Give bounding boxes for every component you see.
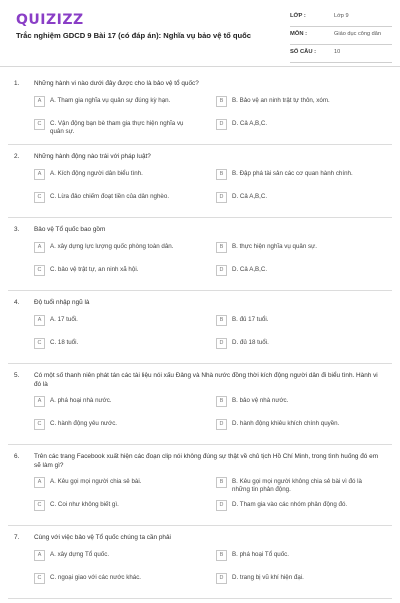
option-letter-box: B xyxy=(216,550,227,561)
option-text: A. Tham gia nghĩa vụ quân sự đúng kỳ hạn. xyxy=(50,97,171,104)
question-divider xyxy=(8,444,392,445)
option-text: A. xây dựng Tổ quốc. xyxy=(50,551,110,558)
answer-options xyxy=(0,311,400,357)
answer-option-b[interactable] xyxy=(216,165,381,183)
question-header xyxy=(0,530,400,546)
answer-row xyxy=(0,238,400,261)
option-text: D. Tham gia vào các nhóm phản động đó. xyxy=(232,501,348,508)
answer-options xyxy=(0,165,400,211)
option-text: C. ngoại giao với các nước khác. xyxy=(50,574,142,581)
question-3 xyxy=(0,222,400,291)
answer-option-b[interactable] xyxy=(216,392,381,410)
option-text: A. 17 tuổi. xyxy=(50,316,78,323)
question-7 xyxy=(0,530,400,599)
answer-options xyxy=(0,392,400,438)
answer-options xyxy=(0,238,400,284)
question-divider xyxy=(8,290,392,291)
option-letter-box: D xyxy=(216,119,227,130)
question-number: 1. xyxy=(14,80,20,87)
answer-option-a[interactable] xyxy=(34,311,199,329)
answer-option-b[interactable] xyxy=(216,311,381,329)
answer-option-d[interactable] xyxy=(216,496,381,514)
option-letter-box: B xyxy=(216,96,227,107)
question-text: Những hành động nào trái với pháp luật? xyxy=(34,153,151,160)
question-list xyxy=(0,76,400,603)
option-text: D. Cả A,B,C. xyxy=(232,193,268,200)
answer-option-d[interactable] xyxy=(216,188,381,206)
option-text: B. Đập phá tài sản các cơ quan hành chính. xyxy=(232,170,353,177)
answer-row xyxy=(0,415,400,438)
question-text: Bảo vệ Tổ quốc bao gồm xyxy=(34,226,106,233)
meta-label: SỐ CÂU : xyxy=(290,49,317,55)
answer-row xyxy=(0,569,400,592)
option-text: D. trang bị vũ khí hiện đại. xyxy=(232,574,304,581)
option-letter-box: A xyxy=(34,169,45,180)
option-letter-box: B xyxy=(216,242,227,253)
answer-options xyxy=(0,92,400,138)
option-text: B. đủ 17 tuổi. xyxy=(232,316,269,323)
option-letter-box: A xyxy=(34,477,45,488)
option-text: B. Bảo vệ an ninh trật tự thôn, xóm. xyxy=(232,97,330,104)
option-text: C. Vận động bạn bè tham gia thực hiện nghĩa vụ quân sự. xyxy=(50,120,184,135)
meta-label: MÔN : xyxy=(290,31,308,37)
meta-row-count xyxy=(290,45,392,63)
option-letter-box: B xyxy=(216,315,227,326)
option-letter-box: D xyxy=(216,192,227,203)
question-header xyxy=(0,76,400,92)
answer-option-a[interactable] xyxy=(34,546,199,564)
answer-option-c[interactable] xyxy=(34,188,199,206)
question-number: 5. xyxy=(14,372,20,379)
question-header xyxy=(0,368,400,392)
option-letter-box: C xyxy=(34,265,45,276)
option-letter-box: C xyxy=(34,119,45,130)
option-text: A. Kêu gọi mọi người chia sẻ bài. xyxy=(50,478,142,485)
answer-option-b[interactable] xyxy=(216,92,381,110)
option-text: D. đủ 18 tuổi. xyxy=(232,339,269,346)
question-header xyxy=(0,295,400,311)
question-divider xyxy=(8,363,392,364)
option-letter-box: D xyxy=(216,338,227,349)
answer-option-c[interactable] xyxy=(34,569,199,587)
answer-option-d[interactable] xyxy=(216,415,381,433)
option-letter-box: C xyxy=(34,192,45,203)
question-number: 6. xyxy=(14,453,20,460)
option-text: B. bảo vệ nhà nước. xyxy=(232,397,289,404)
answer-option-d[interactable] xyxy=(216,569,381,587)
answer-row xyxy=(0,496,400,519)
question-4 xyxy=(0,295,400,364)
worksheet-meta xyxy=(290,9,400,63)
answer-option-a[interactable] xyxy=(34,92,199,110)
option-letter-box: A xyxy=(34,315,45,326)
option-letter-box: A xyxy=(34,242,45,253)
question-text: Có một số thanh niên phát tán các tài liệu nói xấu Đảng và Nhà nước đồng thời kích động người dân đi biểu tình. Hành vi đó là xyxy=(34,372,378,388)
option-text: A. phá hoại nhà nước. xyxy=(50,397,112,404)
answer-row xyxy=(0,311,400,334)
option-letter-box: D xyxy=(216,265,227,276)
option-letter-box: A xyxy=(34,550,45,561)
answer-option-a[interactable] xyxy=(34,473,199,491)
answer-option-d[interactable] xyxy=(216,334,381,352)
question-header xyxy=(0,449,400,473)
option-letter-box: B xyxy=(216,477,227,488)
question-5 xyxy=(0,368,400,445)
option-text: B. Kêu gọi mọi người không chia sẻ bài vì đó là những tin phản động. xyxy=(232,478,362,493)
option-letter-box: A xyxy=(34,396,45,407)
question-number: 2. xyxy=(14,153,20,160)
option-letter-box: C xyxy=(34,573,45,584)
meta-label: LỚP : xyxy=(290,13,306,19)
question-number: 3. xyxy=(14,226,20,233)
option-text: C. 18 tuổi. xyxy=(50,339,79,346)
answer-row xyxy=(0,188,400,211)
question-text: Cùng với việc bảo vệ Tổ quốc chúng ta cần phải xyxy=(34,534,171,541)
meta-value: Lớp 9 xyxy=(334,13,349,19)
option-letter-box: B xyxy=(216,396,227,407)
question-header xyxy=(0,149,400,165)
option-text: B. thực hiện nghĩa vụ quân sự. xyxy=(232,243,317,250)
answer-row xyxy=(0,92,400,115)
answer-row xyxy=(0,261,400,284)
meta-value: Giáo dục công dân xyxy=(334,31,381,37)
answer-row xyxy=(0,546,400,569)
option-text: A. Kích động người dân biểu tình. xyxy=(50,170,143,177)
answer-option-c[interactable] xyxy=(34,415,199,433)
answer-row xyxy=(0,334,400,357)
question-text: Độ tuổi nhập ngũ là xyxy=(34,299,90,306)
question-text: Trên các trang Facebook xuất hiện các đoạn clip nói không đúng sự thật về chủ tịch Hồ Chí Minh, trong tình huống đó em sẽ làm gì? xyxy=(34,453,379,469)
worksheet-header xyxy=(0,0,400,67)
option-letter-box: A xyxy=(34,96,45,107)
option-text: D. Cả A,B,C. xyxy=(232,120,268,127)
option-letter-box: B xyxy=(216,169,227,180)
question-6 xyxy=(0,449,400,526)
question-number: 4. xyxy=(14,299,20,306)
option-text: C. Coi như không biết gì. xyxy=(50,501,119,508)
question-divider xyxy=(8,598,392,599)
answer-option-b[interactable] xyxy=(216,546,381,564)
answer-option-d[interactable] xyxy=(216,261,381,279)
option-text: C. hành động yêu nước. xyxy=(50,420,118,427)
answer-options xyxy=(0,473,400,519)
answer-option-d[interactable] xyxy=(216,115,381,133)
question-divider xyxy=(8,144,392,145)
answer-options xyxy=(0,546,400,592)
answer-row xyxy=(0,392,400,415)
question-text: Những hành vi nào dưới đây được cho là bảo vệ tổ quốc? xyxy=(34,80,199,87)
answer-option-a[interactable] xyxy=(34,165,199,183)
option-text: C. Lừa đảo chiếm đoạt tiền của dân nghèo. xyxy=(50,193,170,200)
option-text: B. phá hoại Tổ quốc. xyxy=(232,551,289,558)
question-divider xyxy=(8,525,392,526)
answer-row xyxy=(0,115,400,138)
answer-option-a[interactable] xyxy=(34,238,199,256)
answer-row xyxy=(0,165,400,188)
answer-option-c[interactable] xyxy=(34,496,199,514)
answer-option-c[interactable] xyxy=(34,115,199,133)
meta-value: 10 xyxy=(334,49,341,55)
question-divider xyxy=(8,217,392,218)
option-text: A. xây dựng lực lượng quốc phòng toàn dân. xyxy=(50,243,174,250)
option-letter-box: C xyxy=(34,419,45,430)
option-letter-box: D xyxy=(216,500,227,511)
option-letter-box: D xyxy=(216,419,227,430)
answer-row xyxy=(0,473,400,496)
option-text: D. Cả A,B,C. xyxy=(232,266,268,273)
question-header xyxy=(0,222,400,238)
answer-option-c[interactable] xyxy=(34,261,199,279)
question-number: 7. xyxy=(14,534,20,541)
question-2 xyxy=(0,149,400,218)
meta-row-grade xyxy=(290,9,392,27)
option-letter-box: C xyxy=(34,338,45,349)
worksheet-title: Trắc nghiệm GDCD 9 Bài 17 (có đáp án): Nghĩa vụ bảo vệ tổ quốc xyxy=(16,31,252,40)
quizizz-logo: QUIZIZZ xyxy=(16,12,84,28)
answer-option-b[interactable] xyxy=(216,238,381,256)
option-letter-box: D xyxy=(216,573,227,584)
answer-option-a[interactable] xyxy=(34,392,199,410)
option-letter-box: C xyxy=(34,500,45,511)
answer-option-b[interactable] xyxy=(216,473,381,491)
answer-option-c[interactable] xyxy=(34,334,199,352)
option-text: D. hành động khiêu khích chính quyền. xyxy=(232,420,340,427)
meta-row-subject xyxy=(290,27,392,45)
question-1 xyxy=(0,76,400,145)
option-text: C. bảo vệ trật tự, an ninh xã hội. xyxy=(50,266,139,273)
